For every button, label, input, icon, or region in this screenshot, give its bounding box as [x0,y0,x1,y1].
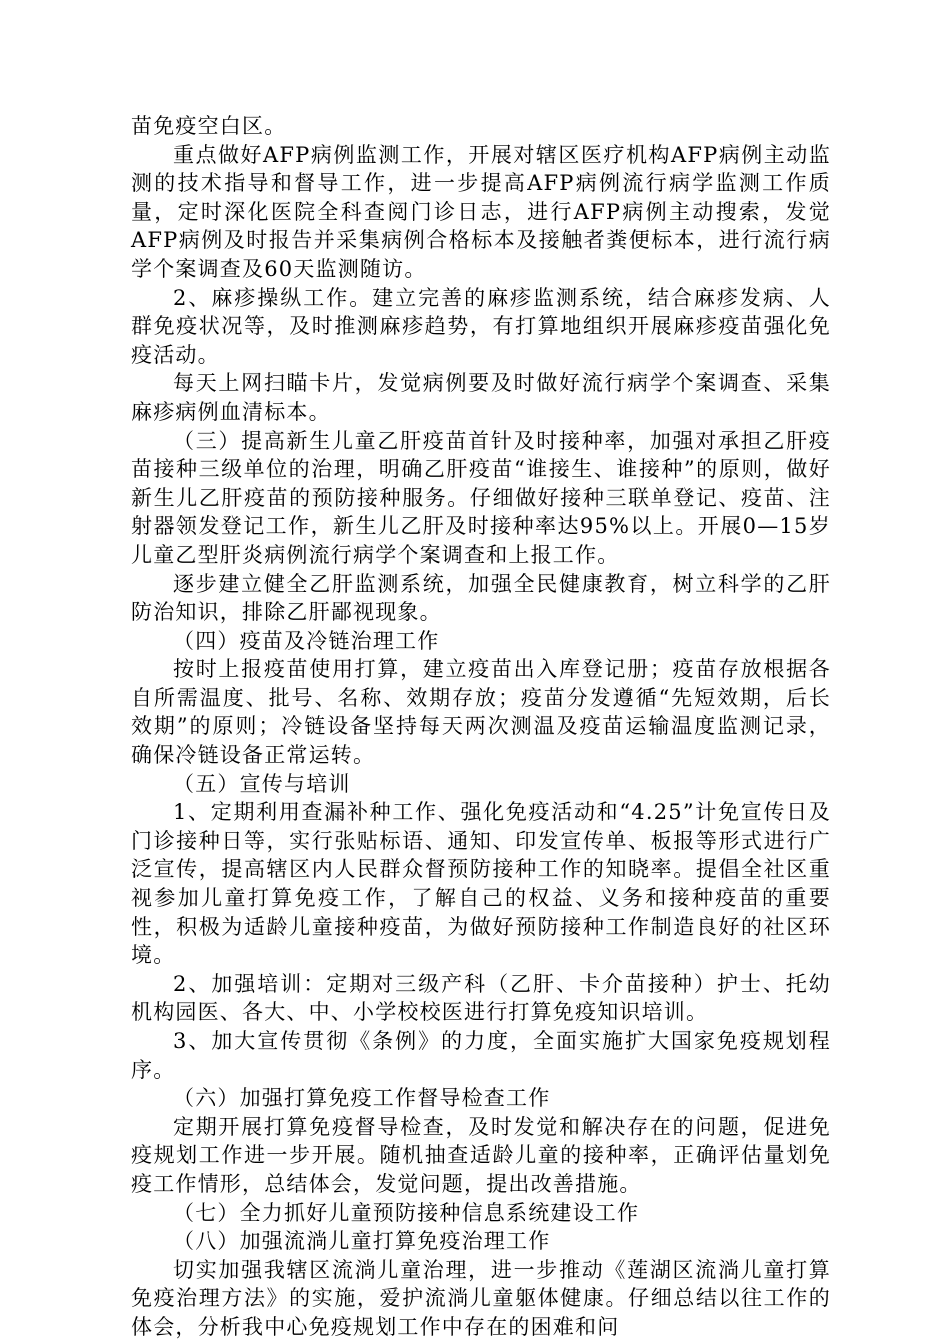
paragraph-training-2: 2、加强培训：定期对三级产科（乙肝、卡介苗接种）护士、托幼机构园医、各大、中、小学校校医进行打算免疫知识培训。 [131,971,831,1025]
paragraph-vaccine-storage: 按时上报疫苗使用打算，建立疫苗出入库登记册；疫苗存放根据各自所需温度、批号、名称、效期存放；疫苗分发遵循“先短效期，后长效期”的原则；冷链设备坚持每天两次测温及疫苗运输温度监测记录，确保冷链设备正常运转。 [131,657,831,768]
paragraph-afp-monitoring: 重点做好AFP病例监测工作，开展对辖区医疗机构AFP病例主动监测的技术指导和督导工作，进一步提高AFP病例流行病学监测工作质量，定时深化医院全科查阅门诊日志，进行AFP病例主动搜索，发觉AFP病例及时报告并采集病例合格标本及接触者粪便标本，进行流行病学个案调查及60天监测随访。 [131,142,831,281]
document-page [131,112,831,1342]
paragraph-continuation: 苗免疫空白区。 [131,114,287,138]
section-heading-4-cold-chain: （四）疫苗及冷链治理工作 [173,628,440,653]
section-heading-3-hepb: （三）提高新生儿童乙肝疫苗首针及时接种率，加强对承担乙肝疫苗接种三级单位的治理，明确乙肝疫苗“谁接生、谁接种”的原则，做好新生儿乙肝疫苗的预防接种服务。仔细做好接种三联单登记、疫苗、注射器领发登记工作，新生儿乙肝及时接种率达95%以上。开展0—15岁儿童乙型肝炎病例流行病学个案调查和上报工作。 [131,428,831,567]
section-heading-5-publicity: （五）宣传与培训 [173,771,351,796]
paragraph-publicity-1: 1、定期利用查漏补种工作、强化免疫活动和“4.25”计免宣传日及门诊接种日等，实行张贴标语、通知、印发宣传单、板报等形式进行广泛宣传，提高辖区内人民群众督预防接种工作的知晓率。提倡全社区重视参加儿童打算免疫工作，了解自己的权益、义务和接种疫苗的重要性，积极为适龄儿童接种疫苗，为做好预防接种工作制造良好的社区环境。 [131,800,831,968]
paragraph-measles-control: 2、麻疹操纵工作。建立完善的麻疹监测系统，结合麻疹发病、人群免疫状况等，及时推测麻疹趋势，有打算地组织开展麻疹疫苗强化免疫活动。 [131,285,831,367]
paragraph-hepb-monitoring: 逐步建立健全乙肝监测系统，加强全民健康教育，树立科学的乙肝防治知识，排除乙肝鄙视现象。 [131,571,831,625]
paragraph-daily-scan: 每天上网扫瞄卡片，发觉病例要及时做好流行病学个案调查、采集麻疹病例血清标本。 [131,371,831,424]
section-heading-6-supervision: （六）加强打算免疫工作督导检查工作 [173,1086,551,1111]
paragraph-floating-children: 切实加强我辖区流淌儿童治理，进一步推动《莲湖区流淌儿童打算免疫治理方法》的实施，爱护流淌儿童躯体健康。仔细总结以往工作的体会，分析我中心免疫规划工作中存在的困难和问 [131,1257,831,1339]
section-heading-7-info-system: （七）全力抓好儿童预防接种信息系统建设工作 [173,1200,640,1225]
paragraph-supervision: 定期开展打算免疫督导检查，及时发觉和解决存在的问题，促进免疫规划工作进一步开展。随机抽查适龄儿童的接种率，正确评估量划免疫工作情形，总结体会，发觉问题，提出改善措施。 [131,1114,831,1196]
section-heading-8-floating-children: （八）加强流淌儿童打算免疫治理工作 [173,1229,551,1254]
paragraph-regulation-3: 3、加大宣传贯彻《条例》的力度，全面实施扩大国家免疫规划程序。 [131,1029,831,1082]
